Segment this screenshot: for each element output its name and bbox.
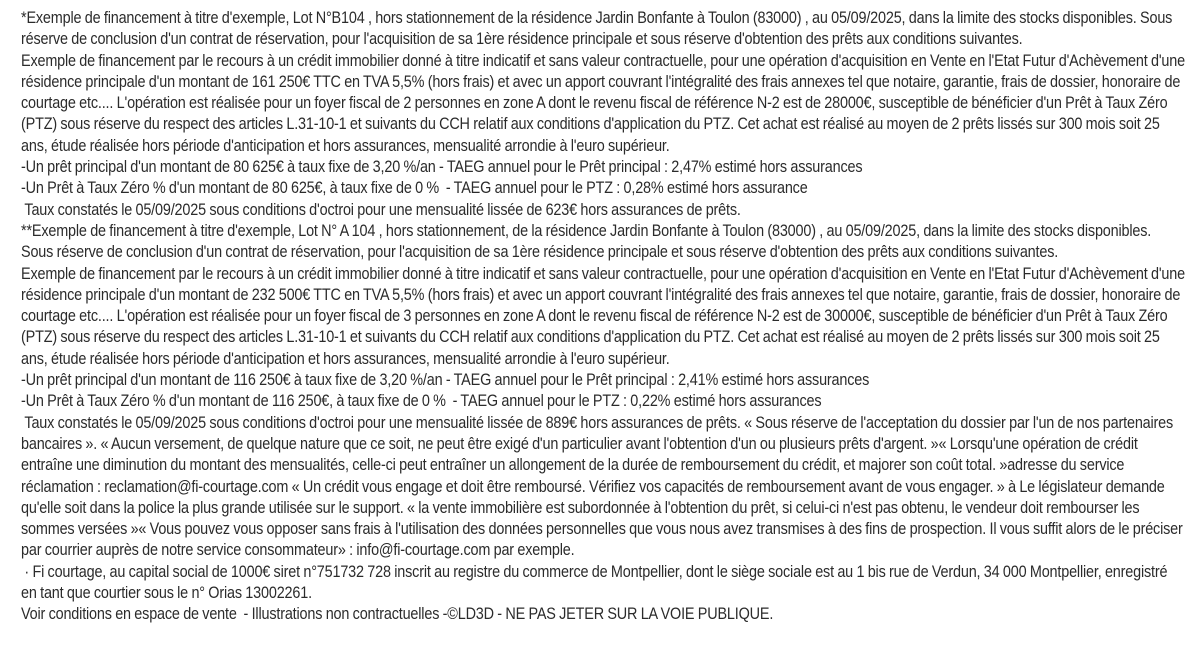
financing-example-1-rates: Taux constatés le 05/09/2025 sous conditions d'octroi pour une mensualité lissée de 623€ hors assurances de prêts. (21, 199, 741, 219)
footer-conditions-notice: Voir conditions en espace de vente - Illustrations non contractuelles -©LD3D - NE PAS JETER SUR LA VOIE PUBLIQUE. (21, 604, 774, 624)
legal-disclaimer-text-block (21, 7, 1189, 625)
legal-mentions-and-contacts: Taux constatés le 05/09/2025 sous conditions d'octroi pour une mensualité lissée de 889€ hors assurances de prêts. « Sous réserve de l'acceptation du dossier par l'un de nos partenaires bancaires ». « Aucun versement, de quelque nature que ce soit, ne peut être exigé d'un particulier avant l'obtention d'un ou plusieurs prêts d'argent. »« Lorsqu'une opération de crédit entraîne une diminution du montant des mensualités, celle-ci peut entraîner un allongement de la durée de remboursement du crédit, et majorer son coût total. »adresse du service réclamation : reclamation@fi-courtage.com « Un crédit vous engage et doit être remboursé. Vérifiez vos capacités de remboursement avant de vous engager. » à Le législateur demande qu'elle soit dans la police la plus grande utilisée sur le support. « la vente immobilière est subordonnée à l'obtention du prêt, si celui-ci n'est pas obtenu, le vendeur doit rembourser les sommes versées »« Vous pouvez vous opposer sans frais à l'utilisation des données personnelles que vous nous avez transmises à des fins de prospection. Il vous suffit alors de le préciser par courrier auprès de notre service consommateur» : info@fi-courtage.com par exemple. (21, 412, 1187, 560)
financing-example-1-ptz-loan: -Un Prêt à Taux Zéro % d'un montant de 80 625€, à taux fixe de 0 % - TAEG annuel pour le PTZ : 0,28% estimé hors assurance (21, 178, 808, 198)
financing-example-2-details: Exemple de financement par le recours à un crédit immobilier donné à titre indicatif et sans valeur contractuelle, pour une opération d'acquisition en Vente en l'Etat Futur d'Achèvement d'une résidence principale d'un montant de 232 500€ TTC en TVA 5,5% (hors frais) et avec un apport couvrant l'intégralité des frais annexes tel que notaire, garantie, frais de dossier, honoraire de courtage etc.... L'opération est réalisée pour un foyer fiscal de 3 personnes en zone A dont le revenu fiscal de référence N-2 est de 30000€, susceptible de bénéficier d'un Prêt à Taux Zéro (PTZ) sous réserve du respect des articles L.31-10-1 et suivants du CCH relatif aux conditions d'application du PTZ. Cet achat est réalisé au moyen de 2 prêts lissés sur 300 mois soit 25 ans, étude réalisée hors période d'anticipation et hors assurances, mensualité arrondie à l'euro supérieur. (21, 263, 1189, 368)
financing-example-2-intro: **Exemple de financement à titre d'exemple, Lot N° A 104 , hors stationnement, de la résidence Jardin Bonfante à Toulon (83000) , au 05/09/2025, dans la limite des stocks disponibles. Sous réserve de conclusion d'un contrat de réservation, pour l'acquisition de sa 1ère résidence principale et sous réserve d'obtention des prêts aux conditions suivantes. (21, 220, 1155, 262)
financing-example-1-details: Exemple de financement par le recours à un crédit immobilier donné à titre indicatif et sans valeur contractuelle, pour une opération d'acquisition en Vente en l'Etat Futur d'Achèvement d'une résidence principale d'un montant de 161 250€ TTC en TVA 5,5% (hors frais) et avec un apport couvrant l'intégralité des frais annexes tel que notaire, garantie, frais de dossier, honoraire de courtage etc.... L'opération est réalisée pour un foyer fiscal de 2 personnes en zone A dont le revenu fiscal de référence N-2 est de 28000€, susceptible de bénéficier d'un Prêt à Taux Zéro (PTZ) sous réserve du respect des articles L.31-10-1 et suivants du CCH relatif aux conditions d'application du PTZ. Cet achat est réalisé au moyen de 2 prêts lissés sur 300 mois soit 25 ans, étude réalisée hors période d'anticipation et hors assurances, mensualité arrondie à l'euro supérieur. (21, 50, 1189, 155)
company-registration-info: · Fi courtage, au capital social de 1000€ siret n°751732 728 inscrit au registre du commerce de Montpellier, dont le siège sociale est au 1 bis rue de Verdun, 34 000 Montpellier, enregistré en tant que courtier sous le n° Orias 13002261. (21, 561, 1171, 603)
financing-example-1-intro: *Exemple de financement à titre d'exemple, Lot N°B104 , hors stationnement de la résidence Jardin Bonfante à Toulon (83000) , au 05/09/2025, dans la limite des stocks disponibles. Sous réserve de conclusion d'un contrat de réservation, pour l'acquisition de sa 1ère résidence principale et sous réserve d'obtention des prêts aux conditions suivantes. (21, 8, 1176, 49)
financing-example-1-main-loan: -Un prêt principal d'un montant de 80 625€ à taux fixe de 3,20 %/an - TAEG annuel pour le Prêt principal : 2,47% estimé hors assurances (21, 157, 863, 177)
financing-example-2-main-loan: -Un prêt principal d'un montant de 116 250€ à taux fixe de 3,20 %/an - TAEG annuel pour le Prêt principal : 2,41% estimé hors assurances (21, 370, 870, 390)
financing-example-2-ptz-loan: -Un Prêt à Taux Zéro % d'un montant de 116 250€, à taux fixe de 0 % - TAEG annuel pour le PTZ : 0,22% estimé hors assurances (21, 391, 822, 411)
